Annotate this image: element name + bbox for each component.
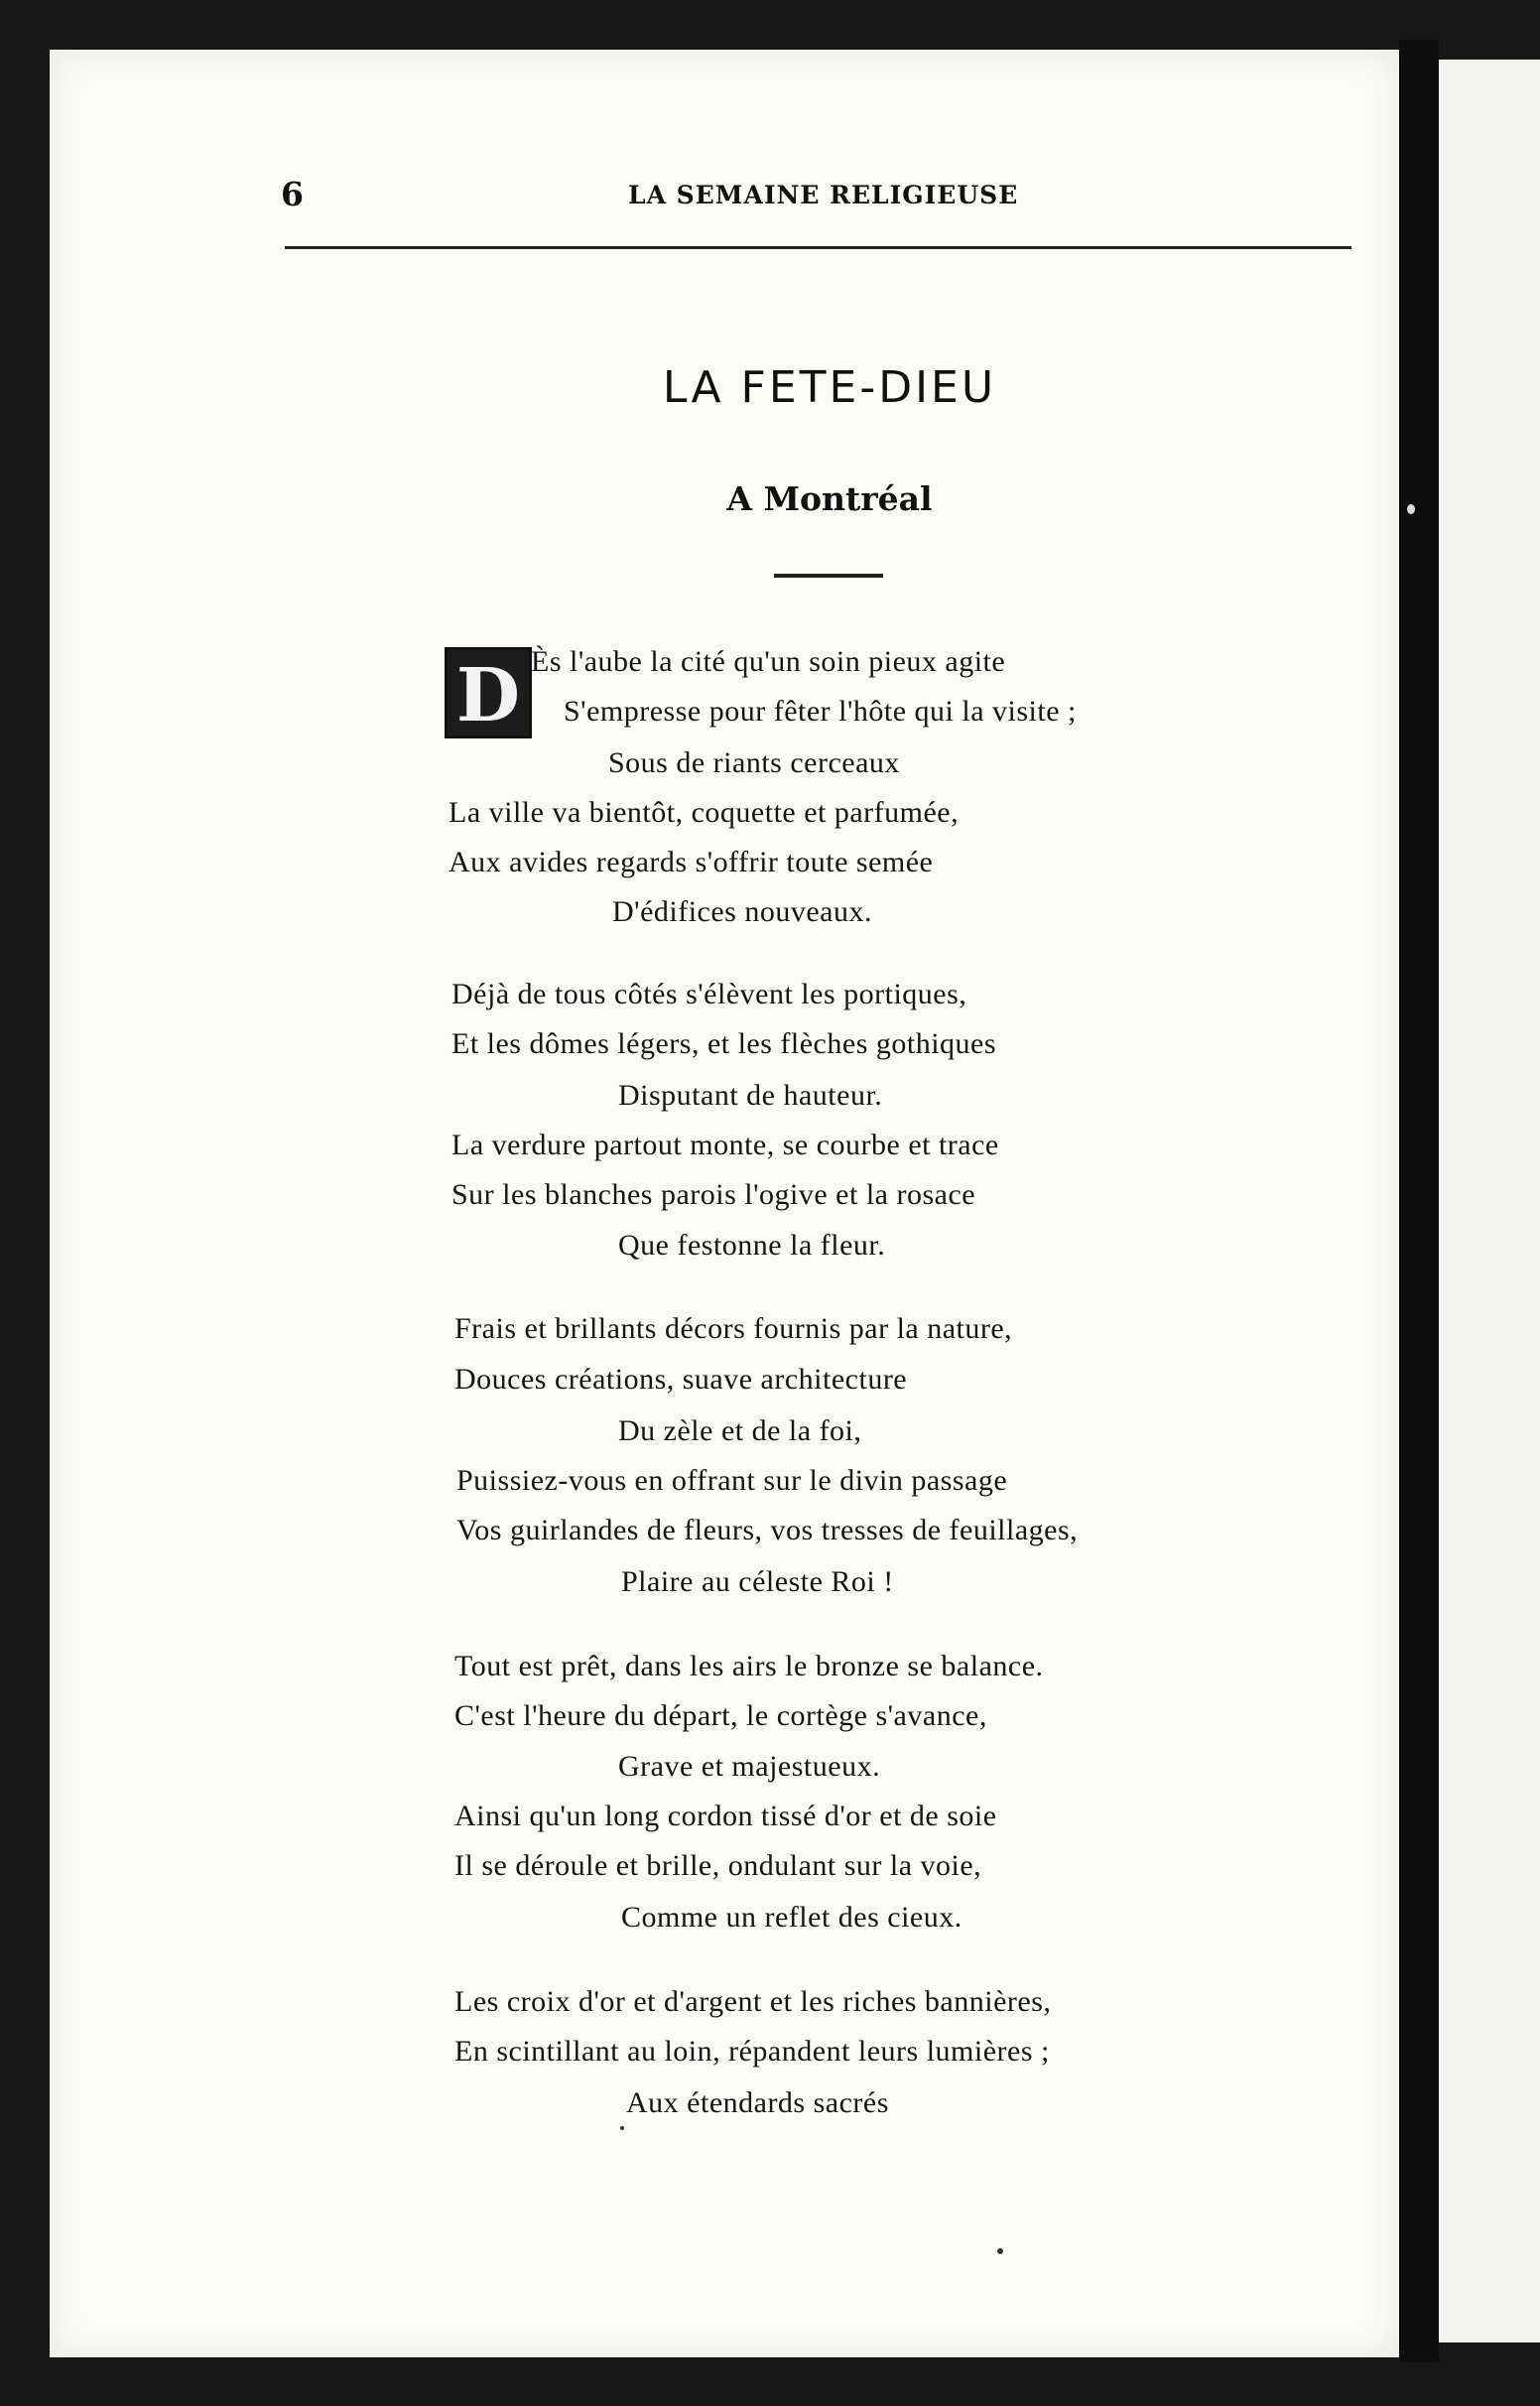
- poem-line: D'édifices nouveaux.: [612, 895, 872, 928]
- poem-line: Frais et brillants décors fournis par la nature,: [454, 1312, 1013, 1345]
- poem-line: La ville va bientôt, coquette et parfumée,: [449, 796, 960, 829]
- page-number: 6: [281, 175, 304, 213]
- poem-title: LA FETE-DIEU: [662, 362, 997, 413]
- poem-line: Puissiez-vous en offrant sur le divin passage: [456, 1464, 1008, 1497]
- poem-line: La verdure partout monte, se courbe et trace: [451, 1129, 999, 1161]
- poem-line: Douces créations, suave architecture: [454, 1363, 908, 1396]
- poem-line: Que festonne la fleur.: [618, 1229, 886, 1262]
- poem-line: S'empresse pour fêter l'hôte qui la visite ;: [564, 695, 1077, 728]
- poem-line: En scintillant au loin, répandent leurs lumières ;: [454, 2035, 1050, 2068]
- page-header: [233, 127, 1354, 213]
- poem-line: Ès l'aube la cité qu'un soin pieux agite: [531, 645, 1006, 678]
- poem-line: Vos guirlandes de fleurs, vos tresses de feuillages,: [456, 1514, 1079, 1546]
- dropcap-initial: D: [445, 647, 532, 738]
- poem-line: Ainsi qu'un long cordon tissé d'or et de soie: [454, 1800, 997, 1832]
- poem-line: Du zèle et de la foi,: [618, 1414, 862, 1447]
- poem-line: Plaire au céleste Roi !: [621, 1565, 894, 1598]
- poem-line: Grave et majestueux.: [618, 1750, 881, 1783]
- poem-line: Aux étendards sacrés: [626, 2086, 889, 2119]
- poem-line: Tout est prêt, dans les airs le bronze se balance.: [454, 1650, 1044, 1682]
- poem-line: Comme un reflet des cieux.: [621, 1901, 962, 1934]
- poem-subtitle: A Montréal: [726, 479, 933, 518]
- running-head: LA SEMAINE RELIGIEUSE: [628, 181, 1019, 209]
- poem-line: Sur les blanches parois l'ogive et la rosace: [451, 1178, 976, 1211]
- poem-line: Les croix d'or et d'argent et les riches bannières,: [454, 1985, 1052, 2018]
- header-rule: [285, 246, 1351, 249]
- poem-line: Il se déroule et brille, ondulant sur la voie,: [454, 1849, 982, 1882]
- poem-line: Sous de riants cerceaux: [608, 746, 900, 779]
- poem-line: Aux avides regards s'offrir toute semée: [449, 846, 934, 878]
- poem-line: Déjà de tous côtés s'élèvent les portiques,: [451, 978, 967, 1010]
- scan-speck: [1407, 504, 1415, 514]
- scan-speck: [997, 2248, 1003, 2254]
- poem-line: Et les dômes légers, et les flèches gothiques: [451, 1027, 997, 1060]
- scan-speck: [620, 2126, 624, 2130]
- poem-line: Disputant de hauteur.: [618, 1079, 883, 1112]
- title-rule: [774, 574, 883, 578]
- poem-line: C'est l'heure du départ, le cortège s'avance,: [454, 1699, 987, 1732]
